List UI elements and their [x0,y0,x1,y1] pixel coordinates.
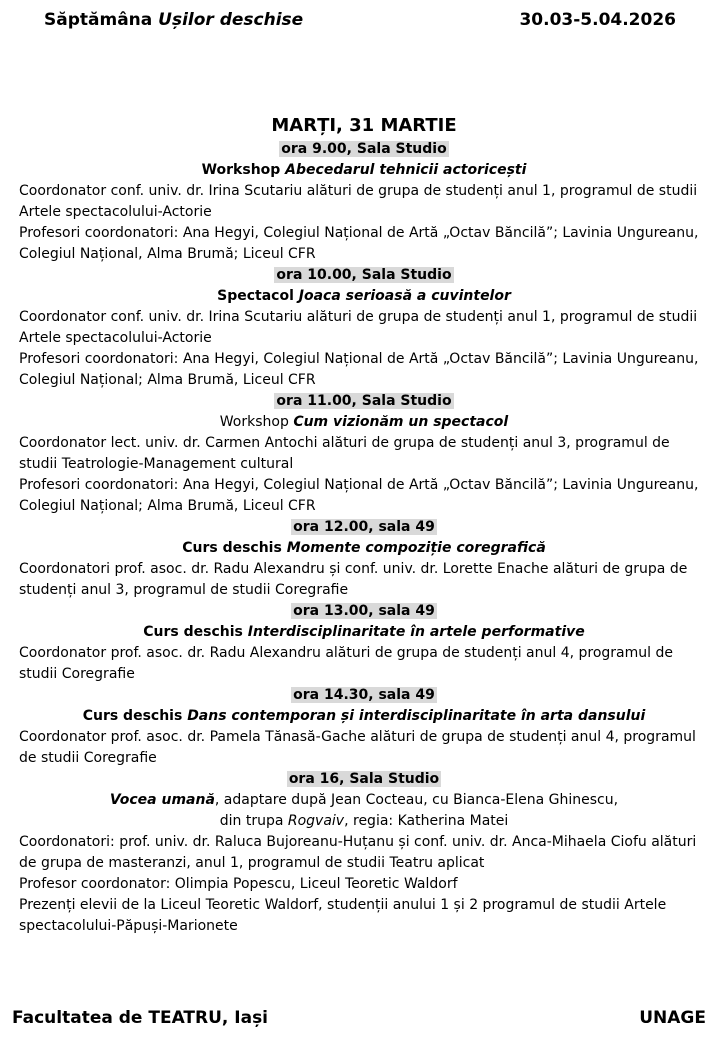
event-teachers: Profesori coordonatori: Ana Hegyi, Colegiul Național de Artă „Octav Băncilă”; Lavinia Ungureanu, Colegiul Național, Alma Brumă; Liceul CFR [19,225,699,262]
footer-faculty: Facultatea de TEATRU, Iași [12,1008,269,1028]
event-time [19,139,709,160]
event-title-italic: Abecedarul tehnicii actoricești [285,162,527,178]
event-title-line2 [19,811,709,832]
event-teachers: Profesori coordonatori: Ana Hegyi, Colegiul Național de Artă „Octav Băncilă”; Lavinia Ungureanu, Colegiul Național; Alma Brumă, Liceul CFR [19,351,699,388]
header-week-italic: Ușilor deschise [158,10,304,30]
event-title-prefix: Spectacol [217,288,299,304]
event-block [19,769,709,937]
event-time-label: ora 10.00, Sala Studio [276,267,452,283]
event-block [19,685,709,769]
event-title-italic: Vocea umană [109,792,215,808]
event-title-line2-italic: Rogvaiv [287,813,345,829]
event-title-italic: Interdisciplinaritate în artele performative [247,624,585,640]
event-title-italic: Dans contemporan și interdisciplinaritate în arta dansului [187,708,646,724]
event-teacher: Profesor coordonator: Olimpia Popescu, Liceul Teoretic Waldorf [19,876,458,892]
event-block [19,265,709,391]
event-time-label: ora 13.00, sala 49 [293,603,435,619]
event-block [19,391,709,517]
event-title [19,412,709,433]
event-block [19,139,709,265]
event-title-prefix: Curs deschis [143,624,248,640]
event-title [19,538,709,559]
event-coordinator: Coordonator lect. univ. dr. Carmen Antochi alături de grupa de studenți anul 3, programul de studii Teatrologie-Management cultural [19,435,670,472]
event-title-prefix: Curs deschis [82,708,188,724]
event-time [19,391,709,412]
event-title [19,160,709,181]
event-block [19,601,709,685]
event-time [19,517,709,538]
event-title-prefix: Curs deschis [182,540,287,556]
event-title [19,286,709,307]
event-time [19,601,709,622]
event-title-rest: , adaptare după Jean Cocteau, cu Bianca-Elena Ghinescu, [214,792,619,808]
event-title-prefix: Workshop [219,414,294,430]
schedule-content [19,114,709,937]
event-coordinator: Coordonatori prof. asoc. dr. Radu Alexandru și conf. univ. dr. Lorette Enache alături de grupa de studenți anul 3, programul de studii Coregrafie [19,561,688,598]
event-title [19,706,709,727]
event-title-italic: Momente compoziție coregrafică [286,540,546,556]
event-title [19,790,709,811]
event-block [19,517,709,601]
header-dates: 30.03-5.04.2026 [519,10,676,30]
event-time [19,685,709,706]
event-teachers: Profesori coordonatori: Ana Hegyi, Colegiul Național de Artă „Octav Băncilă”; Lavinia Ungureanu, Colegiul Național; Alma Brumă, Liceul CFR [19,477,699,514]
header-week-title [44,10,303,30]
event-title-line2-rest: , regia: Katherina Matei [344,813,509,829]
event-time-label: ora 16, Sala Studio [288,771,440,787]
event-time [19,265,709,286]
event-time-label: ora 11.00, Sala Studio [276,393,452,409]
footer-university: UNAGE [639,1008,706,1028]
event-title-prefix: Workshop [201,162,286,178]
event-coordinator: Coordonator conf. univ. dr. Irina Scutariu alături de grupa de studenți anul 1, programul de studii Artele spectacolului-Actorie [19,183,698,220]
event-title-line2-prefix: din trupa [219,813,288,829]
day-title: MARȚI, 31 MARTIE [271,115,457,136]
event-coordinator: Coordonator conf. univ. dr. Irina Scutariu alături de grupa de studenți anul 1, programul de studii Artele spectacolului-Actorie [19,309,698,346]
event-coordinator: Coordonatori: prof. univ. dr. Raluca Bujoreanu-Huțanu și conf. univ. dr. Anca-Mihaela Ciofu alături de grupa de masteranzi, anul 1, programul de studii Teatru aplicat [19,834,697,871]
event-title-italic: Joaca serioasă a cuvintelor [298,288,511,304]
event-time-label: ora 9.00, Sala Studio [281,141,447,157]
event-title [19,622,709,643]
event-coordinator: Coordonator prof. asoc. dr. Pamela Tănasă-Gache alături de grupa de studenți anul 4, programul de studii Coregrafie [19,729,696,766]
event-coordinator: Coordonator prof. asoc. dr. Radu Alexandru alături de grupa de studenți anul 4, programul de studii Coregrafie [19,645,673,682]
event-time [19,769,709,790]
event-title-italic: Cum vizionăm un spectacol [293,414,509,430]
event-attendance: Prezenți elevii de la Liceul Teoretic Waldorf, studenții anului 1 și 2 programul de studii Artele spectacolului-Păpuși-Marionete [19,897,667,934]
event-time-label: ora 14.30, sala 49 [293,687,435,703]
header-week-prefix: Săptămâna [44,10,159,30]
event-time-label: ora 12.00, sala 49 [293,519,435,535]
